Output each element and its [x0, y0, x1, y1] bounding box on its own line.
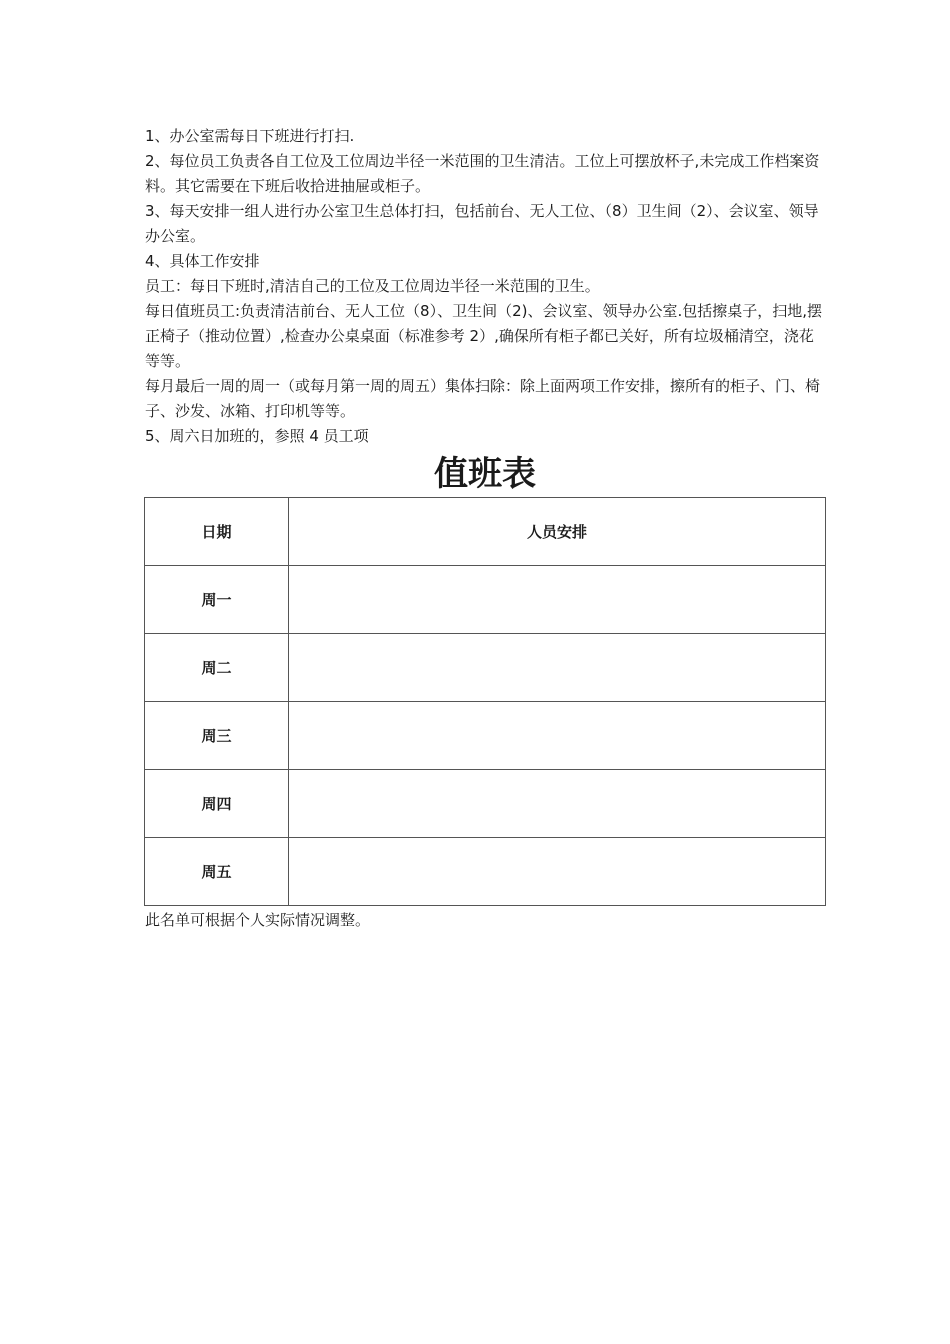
- day-cell: 周四: [145, 770, 289, 838]
- header-date: 日期: [145, 498, 289, 566]
- rule-4-monthly: 每月最后一周的周一（或每月第一周的周五）集体扫除：除上面两项工作安排，擦所有的柜子、门、椅子、沙发、冰箱、打印机等等。: [145, 377, 821, 420]
- day-cell: 周一: [145, 566, 289, 634]
- day-cell: 周三: [145, 702, 289, 770]
- rule-4-duty-staff: 每日值班员工:负责清洁前台、无人工位（8）、卫生间（2)、会议室、领导办公室.包括擦桌子，扫地,摆正椅子（推动位置）,检查办公桌桌面（标准参考 2）,确保所有柜子都已关好，所有垃圾桶清空，浇花等等。: [145, 302, 823, 370]
- table-header-row: [145, 498, 826, 566]
- staff-cell[interactable]: [289, 702, 826, 770]
- rule-4-staff: 员工：每日下班时,清洁自己的工位及工位周边半径一米范围的卫生。: [145, 277, 600, 295]
- rule-1: 1、办公室需每日下班进行打扫.: [145, 127, 355, 145]
- cleaning-rules: [145, 124, 825, 449]
- footnote: 此名单可根据个人实际情况调整。: [145, 911, 371, 929]
- duty-roster-table: [144, 497, 826, 906]
- table-row: [145, 566, 826, 634]
- staff-cell[interactable]: [289, 838, 826, 906]
- rule-5: 5、周六日加班的，参照 4 员工项: [145, 427, 369, 445]
- rule-3: 3、每天安排一组人进行办公室卫生总体打扫，包括前台、无人工位、（8）卫生间（2）、会议室、领导办公室。: [145, 202, 819, 245]
- table-row: [145, 634, 826, 702]
- day-cell: 周二: [145, 634, 289, 702]
- staff-cell[interactable]: [289, 770, 826, 838]
- rule-4: 4、具体工作安排: [145, 252, 260, 270]
- page-title: 值班表: [434, 454, 536, 494]
- rule-2: 2、每位员工负责各自工位及工位周边半径一米范围的卫生清洁。工位上可摆放杯子,未完成工作档案资料。其它需要在下班后收拾进抽屉或柜子。: [145, 152, 820, 195]
- table-row: [145, 838, 826, 906]
- day-cell: 周五: [145, 838, 289, 906]
- table-row: [145, 770, 826, 838]
- staff-cell[interactable]: [289, 566, 826, 634]
- header-staff: 人员安排: [289, 498, 826, 566]
- table-row: [145, 702, 826, 770]
- staff-cell[interactable]: [289, 634, 826, 702]
